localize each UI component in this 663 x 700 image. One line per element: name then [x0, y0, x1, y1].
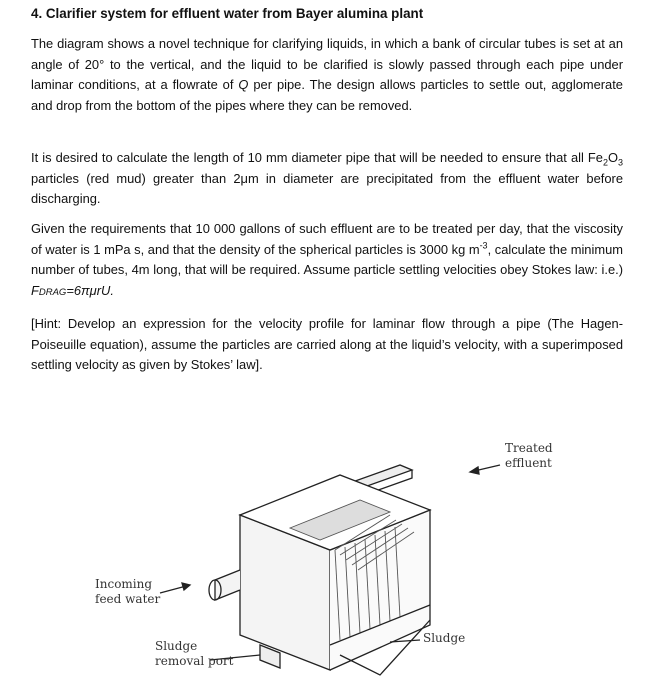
paragraph-description: The diagram shows a novel technique for clarifying liquids, in which a bank of circular tubes is set at an angle of 20° to the vertical, and the liquid to be clarified is slowly passed through each pipe under laminar conditions, at a flowrate of Q per pipe. The design allows particles to settle out, agglomerate and drop from the bottom of the pipes where they can be removed. — [31, 36, 623, 113]
stokes-formula: FDRAG=6πμrU. — [31, 282, 114, 298]
paragraph-hint: [Hint: Develop an expression for the velocity profile for laminar flow through a pipe (The Hagen-Poiseuille equation), assume the particles are carried along at the liquid’s velocity, with a superimposed settling velocity as given by Stokes’ law]. — [31, 316, 623, 372]
incoming-feed-label-1: Incoming — [95, 577, 153, 591]
treated-effluent-label-2: effluent — [505, 456, 552, 470]
sludge-port-label-2: removal port — [155, 654, 234, 668]
question-heading: 4. Clarifier system for effluent water from Bayer alumina plant — [31, 6, 424, 21]
inlet-pipe — [215, 570, 240, 600]
paragraph-requirement: It is desired to calculate the length of 10 mm diameter pipe that will be needed to ensure that all $Fe_2O_3$ particles (red mud) greater than 2μm in diameter are precipitated from the effluent water before discharging. — [31, 150, 623, 206]
paragraph-given-data: Given the requirements that 10 000 gallons of such effluent are to be treated per day, that the viscosity of water is 1 mPa s, and that the density of the spherical particles is 3000 kg $m^{-3}$, calculate the minimum number of tubes, 4m long, that will be required. Assume particle settling velocities obey Stokes law: i.e.) FDRAG=6πμrU. — [31, 221, 623, 298]
sludge-port-label-1: Sludge — [155, 639, 198, 653]
incoming-feed-label-2: feed water — [95, 592, 161, 606]
sludge-label: Sludge — [423, 631, 466, 645]
treated-effluent-label-1: Treated — [505, 441, 553, 455]
flowrate-symbol: Q — [238, 77, 249, 92]
clarifier-diagram — [90, 420, 570, 690]
